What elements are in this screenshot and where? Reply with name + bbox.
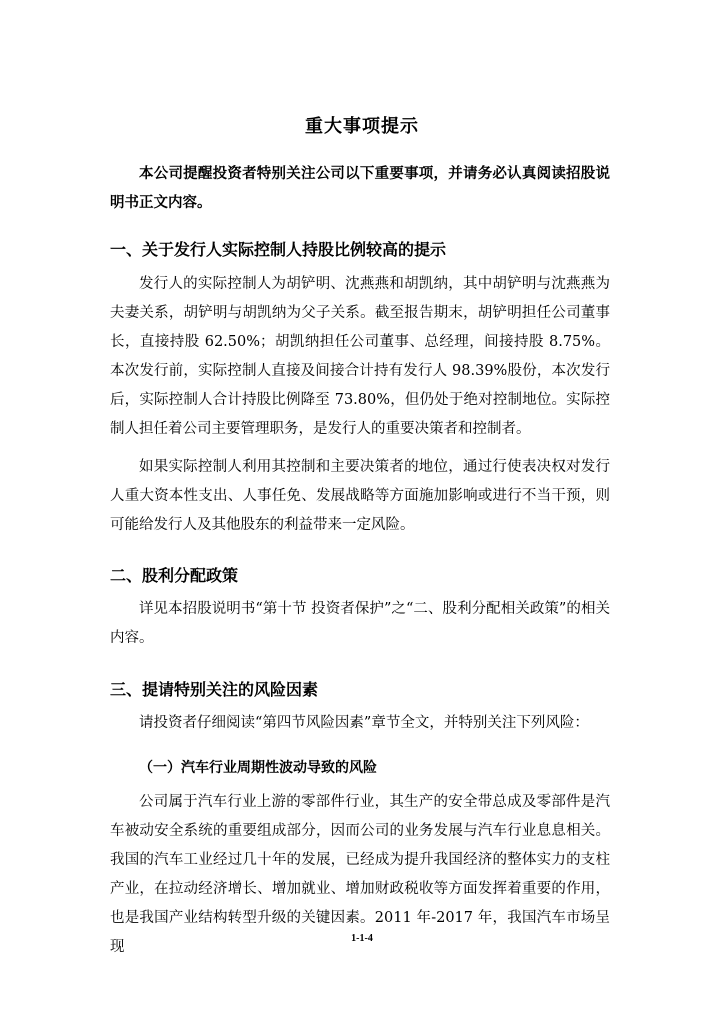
section-2-paragraph-1: 详见本招股说明书“第十节 投资者保护”之“二、股利分配相关政策”的相关内容。	[110, 601, 610, 646]
section-heading-3: 三、提请特别关注的风险因素	[110, 680, 319, 699]
page-title: 重大事项提示	[305, 116, 419, 137]
subsection-heading-1: （一）汽车行业周期性波动导致的风险	[139, 760, 377, 776]
section-heading-1: 一、关于发行人实际控制人持股比例较高的提示	[110, 240, 447, 259]
intro-paragraph: 本公司提醒投资者特别关注公司以下重要事项，并请务必认真阅读招股说明书正文内容。	[110, 166, 610, 211]
subsection-1-paragraph-1: 公司属于汽车行业上游的零部件行业，其生产的安全带总成及零部件是汽车被动安全系统的重要组成部分，因而公司的业务发展与汽车行业息息相关。我国的汽车工业经过几十年的发展，已经成为提升我国经济的整体实力的支柱产业，在拉动经济增长、增加就业、增加财政税收等方面发挥着重要的作用，也是我国产业结构转型升级的关键因素。2011 年-2017 年，我国汽车市场呈现	[110, 794, 610, 955]
section-1-paragraph-2: 如果实际控制人利用其控制和主要决策者的地位，通过行使表决权对发行人重大资本性支出、人事任免、发展战略等方面施加影响或进行不当干预，则可能给发行人及其他股东的利益带来一定风险。	[110, 459, 610, 533]
section-1-paragraph-1: 发行人的实际控制人为胡铲明、沈燕燕和胡凯纳，其中胡铲明与沈燕燕为夫妻关系，胡铲明与胡凯纳为父子关系。截至报告期末，胡铲明担任公司董事长，直接持股 62.50%；胡凯纳担任公司董事、总经理，间接持股 8.75%。本次发行前，实际控制人直接及间接合计持有发行人 98.39%股份，本次发行后，实际控制人合计持股比例降至 73.80%，但仍处于绝对控制地位。实际控制人担任着公司主要管理职务，是发行人的重要决策者和控制者。	[110, 276, 610, 437]
section-heading-2: 二、股利分配政策	[110, 566, 239, 585]
page-number: 1-1-4	[351, 933, 373, 944]
section-3-paragraph-1: 请投资者仔细阅读“第四节风险因素”章节全文，并特别关注下列风险：	[139, 715, 589, 731]
